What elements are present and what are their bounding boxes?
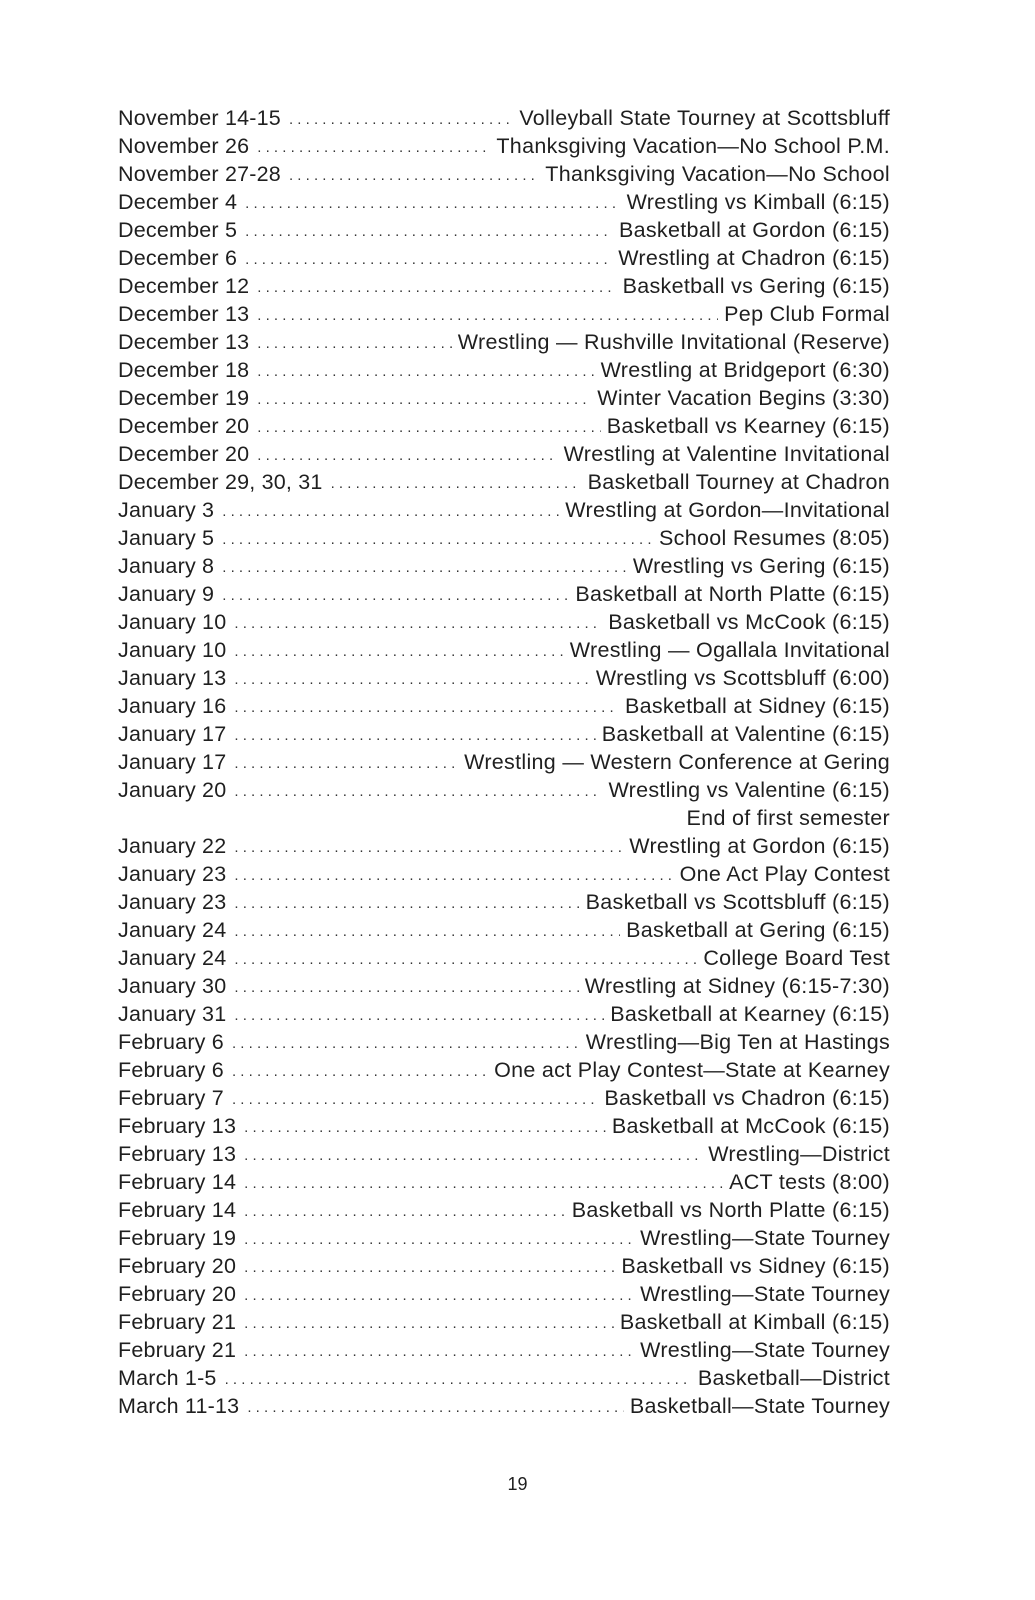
schedule-event: College Board Test [703,946,890,970]
schedule-event: Basketball at North Platte (6:15) [575,582,890,606]
schedule-date: December 18 [118,358,250,382]
schedule-row [118,1056,890,1084]
schedule-date: February 13 [118,1142,237,1166]
schedule-event: Volleyball State Tourney at Scottsbluff [519,106,890,130]
page-number: 19 [507,1474,528,1494]
schedule-event: Basketball at Gering (6:15) [626,918,890,942]
schedule-event: Wrestling at Sidney (6:15-7:30) [584,974,890,998]
schedule-event: Wrestling at Gordon (6:15) [629,834,890,858]
dot-leader [257,358,594,386]
schedule-date: January 17 [118,750,227,774]
schedule-row [118,916,890,944]
schedule-date: January 31 [118,1002,227,1026]
schedule-event: Basketball vs Scottsbluff (6:15) [585,890,890,914]
dot-leader [234,722,595,750]
schedule-row [118,272,890,300]
dot-leader [222,554,627,582]
schedule-row [118,524,890,552]
schedule-date: February 21 [118,1338,237,1362]
schedule-note-row [118,804,890,832]
dot-leader [245,218,613,246]
dot-leader [234,610,602,638]
schedule-date: February 6 [118,1030,224,1054]
dot-leader [234,694,619,722]
schedule-date: January 24 [118,946,227,970]
schedule-event: Basketball—State Tourney [629,1394,890,1418]
schedule-event: Basketball at Valentine (6:15) [601,722,890,746]
dot-leader [244,1282,634,1310]
schedule-date: February 14 [118,1198,237,1222]
dot-leader [222,582,569,610]
schedule-event: Wrestling—State Tourney [640,1282,890,1306]
dot-leader [245,246,612,274]
schedule-date: December 19 [118,386,250,410]
schedule-row [118,664,890,692]
schedule-row [118,1336,890,1364]
dot-leader [234,778,602,806]
schedule-event: Basketball at Kimball (6:15) [619,1310,890,1334]
schedule-date: December 6 [118,246,238,270]
schedule-event: Wrestling vs Valentine (6:15) [608,778,890,802]
schedule-date: February 6 [118,1058,224,1082]
schedule-row [118,1112,890,1140]
schedule-date: December 12 [118,274,250,298]
schedule-row [118,776,890,804]
schedule-date: January 13 [118,666,227,690]
schedule-row [118,188,890,216]
schedule-row [118,552,890,580]
schedule-date: January 5 [118,526,215,550]
schedule-event: Basketball—District [697,1366,890,1390]
schedule-row [118,636,890,664]
schedule-date: December 13 [118,302,250,326]
schedule-date: November 27-28 [118,162,281,186]
schedule-event: Pep Club Formal [724,302,890,326]
schedule-date: January 23 [118,890,227,914]
schedule-date: January 10 [118,638,227,662]
dot-leader [257,386,591,414]
schedule-event: Wrestling — Western Conference at Gering [464,750,890,774]
schedule-row [118,1084,890,1112]
schedule-date: December 4 [118,190,238,214]
schedule-event: Wrestling—Big Ten at Hastings [585,1030,890,1054]
schedule-row [118,1140,890,1168]
event-schedule-list [118,104,890,1420]
schedule-event: ACT tests (8:00) [729,1170,890,1194]
schedule-event: Basketball vs Chadron (6:15) [604,1086,890,1110]
schedule-row [118,944,890,972]
dot-leader [289,106,513,134]
schedule-date: February 21 [118,1310,237,1334]
schedule-event: Basketball at Gordon (6:15) [618,218,890,242]
schedule-date: February 7 [118,1086,224,1110]
schedule-date: November 26 [118,134,250,158]
schedule-row [118,720,890,748]
schedule-row [118,748,890,776]
dot-leader [234,974,578,1002]
schedule-date: February 13 [118,1114,237,1138]
schedule-date: March 1-5 [118,1366,217,1390]
schedule-date: February 20 [118,1282,237,1306]
schedule-event: Basketball at Kearney (6:15) [610,1002,890,1026]
dot-leader [247,1394,624,1422]
schedule-date: January 30 [118,974,227,998]
schedule-event: Winter Vacation Begins (3:30) [597,386,890,410]
schedule-row [118,132,890,160]
schedule-row [118,1364,890,1392]
dot-leader [234,638,563,666]
schedule-row [118,412,890,440]
dot-leader [244,1170,723,1198]
schedule-date: January 24 [118,918,227,942]
dot-leader [234,1002,604,1030]
schedule-date: January 10 [118,610,227,634]
schedule-date: January 16 [118,694,227,718]
schedule-row [118,496,890,524]
dot-leader [232,1086,598,1114]
schedule-row [118,888,890,916]
schedule-row [118,300,890,328]
schedule-event: Basketball at Sidney (6:15) [624,694,890,718]
dot-leader [234,946,697,974]
schedule-date: January 3 [118,498,215,522]
schedule-row [118,580,890,608]
dot-leader [257,414,600,442]
schedule-row [118,244,890,272]
dot-leader [244,1338,634,1366]
schedule-row [118,832,890,860]
schedule-event: Wrestling at Valentine Invitational [563,442,890,466]
dot-leader [232,1030,580,1058]
schedule-event: Thanksgiving Vacation—No School P.M. [496,134,890,158]
schedule-date: January 22 [118,834,227,858]
dot-leader [331,470,582,498]
dot-leader [257,330,452,358]
schedule-event: Wrestling at Chadron (6:15) [618,246,890,270]
schedule-row [118,972,890,1000]
schedule-date: February 20 [118,1254,237,1278]
schedule-row [118,1392,890,1420]
dot-leader [222,526,653,554]
schedule-row [118,440,890,468]
schedule-row [118,468,890,496]
schedule-row [118,216,890,244]
schedule-row [118,1308,890,1336]
dot-leader [244,1254,615,1282]
schedule-event: Basketball vs North Platte (6:15) [571,1198,890,1222]
schedule-event: Basketball at McCook (6:15) [611,1114,890,1138]
schedule-event: Wrestling—District [708,1142,890,1166]
dot-leader [234,834,623,862]
dot-leader [244,1198,566,1226]
dot-leader [232,1058,488,1086]
dot-leader [244,1226,634,1254]
dot-leader [234,666,590,694]
schedule-event: Thanksgiving Vacation—No School [545,162,890,186]
schedule-event: One act Play Contest—State at Kearney [494,1058,890,1082]
dot-leader [225,1366,692,1394]
schedule-row [118,160,890,188]
schedule-event: Basketball vs Sidney (6:15) [621,1254,890,1278]
schedule-row [118,1196,890,1224]
schedule-event: One Act Play Contest [679,862,890,886]
schedule-event: Basketball Tourney at Chadron [587,470,890,494]
schedule-row [118,328,890,356]
schedule-row [118,384,890,412]
schedule-date: January 8 [118,554,215,578]
schedule-event: Wrestling — Rushville Invitational (Reserve) [457,330,890,354]
schedule-row [118,1028,890,1056]
schedule-row [118,1224,890,1252]
schedule-row [118,692,890,720]
dot-leader [245,190,620,218]
dot-leader [244,1310,614,1338]
schedule-event: Wrestling vs Scottsbluff (6:00) [595,666,890,690]
dot-leader [244,1114,606,1142]
dot-leader [257,302,718,330]
schedule-date: February 19 [118,1226,237,1250]
schedule-date: November 14-15 [118,106,281,130]
dot-leader [234,862,673,890]
schedule-date: December 13 [118,330,250,354]
dot-leader [234,890,579,918]
schedule-event: Wrestling vs Kimball (6:15) [626,190,890,214]
schedule-date: December 20 [118,442,250,466]
schedule-row [118,1168,890,1196]
schedule-event: Wrestling at Bridgeport (6:30) [600,358,890,382]
dot-leader [222,498,559,526]
dot-leader [289,162,539,190]
schedule-row [118,1000,890,1028]
schedule-event: Wrestling—State Tourney [640,1226,890,1250]
schedule-row [118,608,890,636]
schedule-event: Wrestling vs Gering (6:15) [632,554,890,578]
schedule-row [118,1280,890,1308]
schedule-event: School Resumes (8:05) [659,526,890,550]
schedule-date: January 23 [118,862,227,886]
schedule-row [118,1252,890,1280]
schedule-note: End of first semester [686,806,890,830]
dot-leader [244,1142,702,1170]
dot-leader [257,442,557,470]
schedule-date: February 14 [118,1170,237,1194]
schedule-date: December 5 [118,218,238,242]
schedule-event: Basketball vs Gering (6:15) [622,274,890,298]
dot-leader [234,750,458,778]
schedule-event: Wrestling — Ogallala Invitational [569,638,890,662]
dot-leader [257,274,616,302]
schedule-event: Wrestling—State Tourney [640,1338,890,1362]
schedule-date: January 9 [118,582,215,606]
schedule-event: Basketball vs McCook (6:15) [608,610,890,634]
schedule-date: January 17 [118,722,227,746]
schedule-date: March 11-13 [118,1394,240,1418]
schedule-event: Wrestling at Gordon—Invitational [565,498,890,522]
schedule-row [118,860,890,888]
dot-leader [234,918,620,946]
schedule-row [118,104,890,132]
dot-leader [257,134,490,162]
schedule-date: January 20 [118,778,227,802]
schedule-date: December 20 [118,414,250,438]
schedule-date: December 29, 30, 31 [118,470,323,494]
schedule-row [118,356,890,384]
schedule-event: Basketball vs Kearney (6:15) [606,414,890,438]
